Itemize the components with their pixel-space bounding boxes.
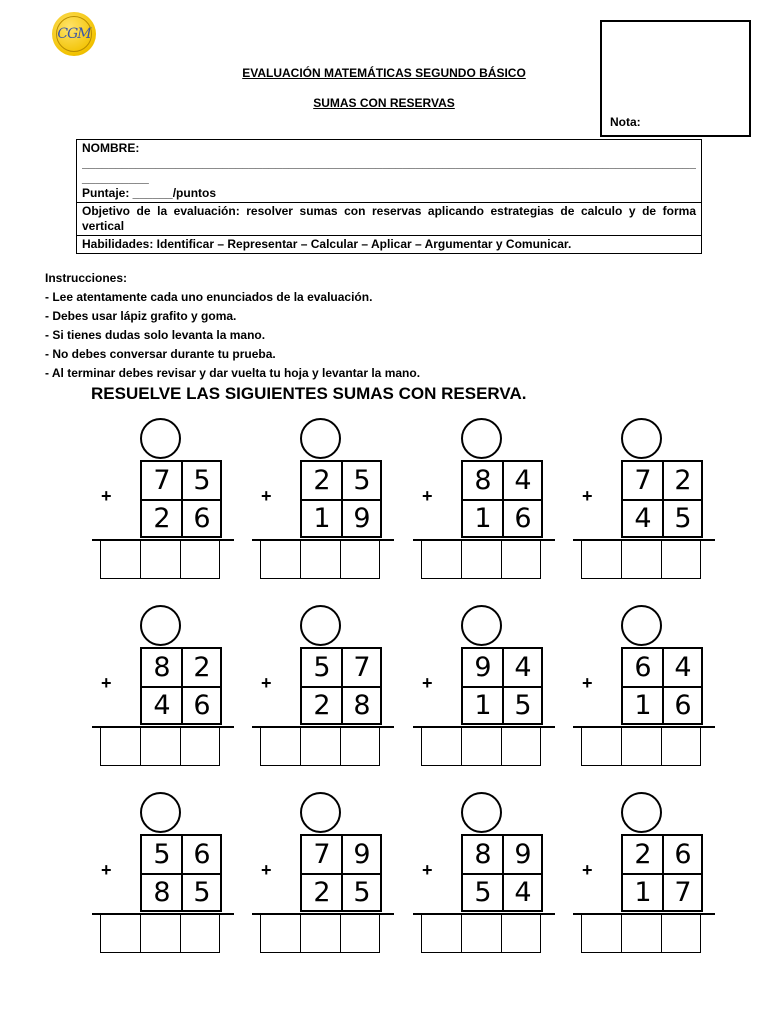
first-addend-tens: 8 [474, 839, 492, 870]
first-addend-tens: 9 [474, 652, 492, 683]
instruction-item: - No debes conversar durante tu prueba. [45, 347, 276, 361]
instruction-item: - Lee atentamente cada uno enunciados de la evaluación. [45, 290, 373, 304]
plus-sign: + [582, 673, 593, 693]
answer-divider [501, 728, 502, 765]
answer-divider [140, 541, 141, 578]
second-addend-units: 5 [674, 503, 692, 534]
grade-box[interactable] [600, 20, 751, 137]
name-line: ____________________________________________________________________________________________ [82, 156, 696, 170]
answer-boxes[interactable] [581, 541, 701, 579]
first-addend-tens: 8 [153, 652, 171, 683]
carry-circle[interactable] [300, 418, 341, 459]
answer-divider [661, 915, 662, 952]
first-addend-tens: 6 [634, 652, 652, 683]
grade-label: Nota: [610, 115, 641, 129]
logo-text: CGM [57, 26, 91, 42]
first-addend-tens: 8 [474, 465, 492, 496]
carry-circle[interactable] [621, 418, 662, 459]
addition-problem [421, 792, 571, 962]
instruction-item: - Debes usar lápiz grafito y goma. [45, 309, 237, 323]
score-field: Puntaje: ______/puntos [82, 186, 217, 200]
answer-boxes[interactable] [581, 915, 701, 953]
answer-divider [340, 541, 341, 578]
name-cell[interactable] [77, 140, 702, 203]
page-subtitle: SUMAS CON RESERVAS [313, 96, 455, 110]
answer-divider [501, 541, 502, 578]
first-addend-units: 9 [514, 839, 532, 870]
answer-divider [300, 915, 301, 952]
school-logo [52, 12, 96, 56]
skills-cell: Habilidades: Identificar – Representar – Calcular – Aplicar – Argumentar y Comunicar. [77, 236, 702, 254]
plus-sign: + [582, 860, 593, 880]
second-addend-tens: 1 [313, 503, 331, 534]
plus-sign: + [422, 860, 433, 880]
answer-divider [180, 728, 181, 765]
addition-problem [421, 605, 571, 775]
objective-cell: Objetivo de la evaluación: resolver sumas con reservas aplicando estrategias de calculo y de forma vertical [77, 203, 702, 236]
addition-problem [100, 605, 250, 775]
first-addend-tens: 2 [313, 465, 331, 496]
answer-divider [501, 915, 502, 952]
answer-divider [300, 728, 301, 765]
addends-grid [621, 834, 703, 912]
second-addend-tens: 1 [474, 690, 492, 721]
carry-circle[interactable] [140, 605, 181, 646]
answer-divider [661, 541, 662, 578]
first-addend-tens: 7 [153, 465, 171, 496]
addends-grid [300, 647, 382, 725]
answer-boxes[interactable] [260, 728, 380, 766]
answer-boxes[interactable] [100, 728, 220, 766]
answer-boxes[interactable] [260, 541, 380, 579]
answer-divider [461, 541, 462, 578]
plus-sign: + [422, 673, 433, 693]
second-addend-units: 5 [193, 877, 211, 908]
addition-problem [260, 418, 410, 588]
first-addend-tens: 7 [313, 839, 331, 870]
addition-problem [581, 605, 731, 775]
second-addend-tens: 1 [474, 503, 492, 534]
plus-sign: + [261, 860, 272, 880]
carry-circle[interactable] [621, 605, 662, 646]
name-line-continued: __________ [82, 171, 149, 185]
addends-grid [140, 834, 222, 912]
first-addend-tens: 5 [313, 652, 331, 683]
answer-divider [461, 728, 462, 765]
carry-circle[interactable] [621, 792, 662, 833]
answer-divider [461, 915, 462, 952]
carry-circle[interactable] [300, 792, 341, 833]
first-addend-tens: 5 [153, 839, 171, 870]
first-addend-units: 4 [514, 465, 532, 496]
plus-sign: + [261, 486, 272, 506]
answer-divider [140, 728, 141, 765]
addition-problem [100, 792, 250, 962]
carry-circle[interactable] [140, 418, 181, 459]
first-addend-units: 2 [193, 652, 211, 683]
first-addend-units: 9 [353, 839, 371, 870]
instructions-title: Instrucciones: [45, 271, 128, 285]
answer-divider [180, 915, 181, 952]
addition-problem [260, 605, 410, 775]
addends-grid [461, 460, 543, 538]
plus-sign: + [101, 860, 112, 880]
plus-sign: + [101, 486, 112, 506]
carry-circle[interactable] [461, 605, 502, 646]
answer-divider [340, 915, 341, 952]
second-addend-tens: 4 [153, 690, 171, 721]
addends-grid [621, 647, 703, 725]
answer-boxes[interactable] [100, 541, 220, 579]
second-addend-tens: 2 [313, 877, 331, 908]
instruction-item: - Si tienes dudas solo levanta la mano. [45, 328, 266, 342]
addends-grid [300, 460, 382, 538]
answer-divider [621, 541, 622, 578]
carry-circle[interactable] [300, 605, 341, 646]
second-addend-tens: 2 [153, 503, 171, 534]
addends-grid [140, 460, 222, 538]
first-addend-units: 6 [193, 839, 211, 870]
second-addend-tens: 1 [634, 877, 652, 908]
answer-boxes[interactable] [421, 541, 541, 579]
plus-sign: + [101, 673, 112, 693]
addition-problem [581, 792, 731, 962]
addends-grid [461, 647, 543, 725]
addends-grid [300, 834, 382, 912]
first-addend-units: 7 [353, 652, 371, 683]
second-addend-units: 9 [353, 503, 371, 534]
second-addend-tens: 2 [313, 690, 331, 721]
answer-boxes[interactable] [421, 728, 541, 766]
plus-sign: + [422, 486, 433, 506]
carry-circle[interactable] [461, 418, 502, 459]
first-addend-units: 5 [353, 465, 371, 496]
carry-circle[interactable] [461, 792, 502, 833]
answer-divider [140, 915, 141, 952]
answer-boxes[interactable] [581, 728, 701, 766]
second-addend-tens: 8 [153, 877, 171, 908]
addition-problem [421, 418, 571, 588]
second-addend-units: 8 [353, 690, 371, 721]
carry-circle[interactable] [140, 792, 181, 833]
answer-divider [621, 915, 622, 952]
answer-boxes[interactable] [100, 915, 220, 953]
addition-problem [100, 418, 250, 588]
addends-grid [140, 647, 222, 725]
first-addend-units: 4 [514, 652, 532, 683]
answer-divider [340, 728, 341, 765]
answer-boxes[interactable] [421, 915, 541, 953]
plus-sign: + [261, 673, 272, 693]
first-addend-units: 2 [674, 465, 692, 496]
plus-sign: + [582, 486, 593, 506]
logo-ring [56, 16, 92, 52]
answer-divider [661, 728, 662, 765]
instructions [45, 269, 420, 383]
first-addend-tens: 7 [634, 465, 652, 496]
second-addend-units: 5 [353, 877, 371, 908]
first-addend-units: 6 [674, 839, 692, 870]
second-addend-units: 5 [514, 690, 532, 721]
first-addend-units: 4 [674, 652, 692, 683]
first-addend-tens: 2 [634, 839, 652, 870]
second-addend-units: 4 [514, 877, 532, 908]
answer-divider [180, 541, 181, 578]
second-addend-tens: 5 [474, 877, 492, 908]
instruction-item: - Al terminar debes revisar y dar vuelta tu hoja y levantar la mano. [45, 366, 421, 380]
second-addend-units: 6 [514, 503, 532, 534]
addends-grid [461, 834, 543, 912]
addends-grid [621, 460, 703, 538]
second-addend-units: 6 [674, 690, 692, 721]
answer-boxes[interactable] [260, 915, 380, 953]
addition-problem [260, 792, 410, 962]
second-addend-units: 6 [193, 503, 211, 534]
answer-divider [621, 728, 622, 765]
second-addend-units: 6 [193, 690, 211, 721]
student-info-table [76, 139, 702, 254]
page-title: EVALUACIÓN MATEMÁTICAS SEGUNDO BÁSICO [242, 66, 526, 80]
name-label: NOMBRE: [82, 141, 140, 155]
addition-problem [581, 418, 731, 588]
first-addend-units: 5 [193, 465, 211, 496]
answer-divider [300, 541, 301, 578]
second-addend-units: 7 [674, 877, 692, 908]
second-addend-tens: 4 [634, 503, 652, 534]
second-addend-tens: 1 [634, 690, 652, 721]
exercise-heading: RESUELVE LAS SIGUIENTES SUMAS CON RESERVA. [91, 384, 527, 403]
